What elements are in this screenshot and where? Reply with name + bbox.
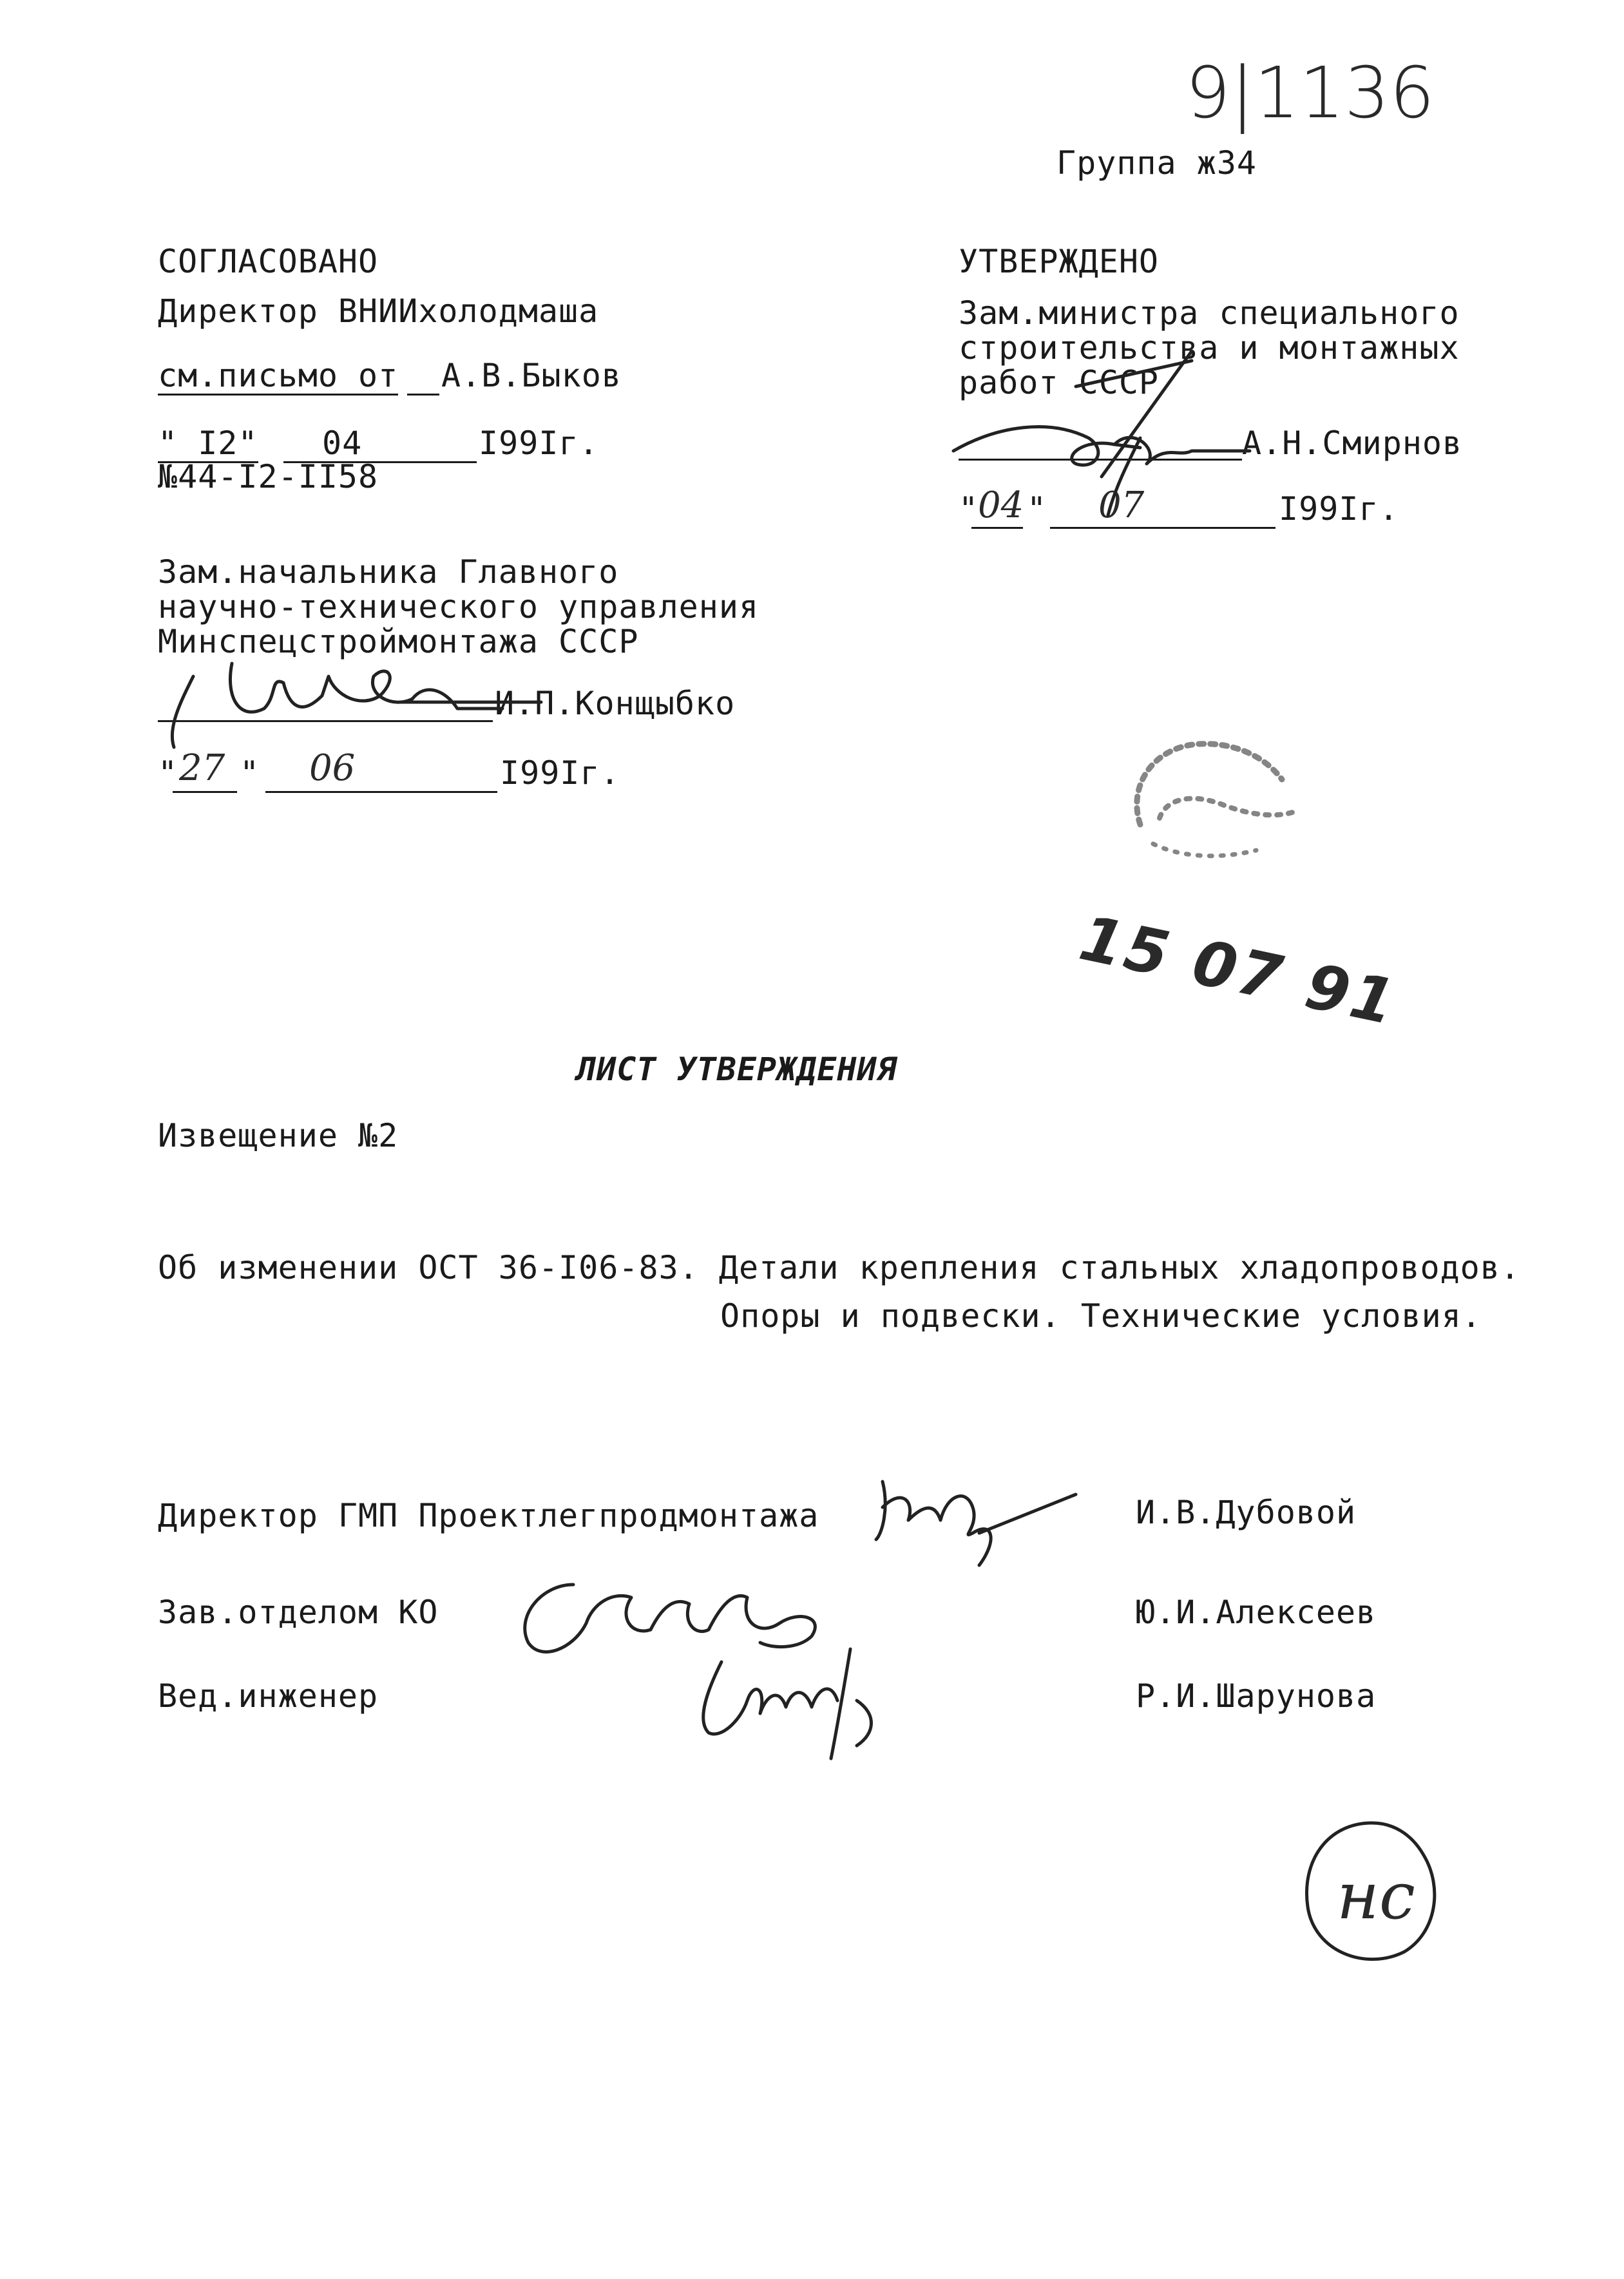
left-date-month: 04 — [322, 424, 363, 462]
corner-mark: нс — [1337, 1858, 1415, 1934]
archive-number: 9|1136 — [1185, 52, 1435, 134]
notice-number: Извещение №2 — [158, 1117, 399, 1154]
director-signature — [870, 1469, 1082, 1585]
right-position-line-3: работ СССР — [959, 364, 1160, 401]
group-code: Группа ж34 — [1056, 144, 1257, 182]
right-position-line-1: Зам.министра специального — [959, 294, 1460, 332]
approval-header-left: СОГЛАСОВАНО — [158, 243, 379, 280]
document-title: ЛИСТ УТВЕРЖДЕНИЯ — [577, 1051, 897, 1088]
letter-reference: см.письмо от — [158, 357, 399, 394]
deputy-head-signature — [155, 638, 554, 754]
signatory-role-3: Вед.инженер — [158, 1677, 379, 1715]
signatory-role-2: Зав.отделом КО — [158, 1594, 439, 1631]
left-signatory-name: А.В.Быков — [441, 357, 622, 394]
subject-line-1: Об изменении ОСТ 36-I06-83. Детали крепления стальных хладопроводов. — [158, 1249, 1520, 1286]
second-position-line-3: Минспецстроймонтажа СССР — [158, 623, 639, 660]
second-date-day: 27 — [179, 747, 225, 789]
right-position-line-2: строительства и монтажных — [959, 329, 1460, 367]
second-date-month: 06 — [309, 747, 356, 789]
right-date-quote-close: " — [1027, 490, 1047, 528]
right-date-day: 04 — [978, 484, 1024, 526]
left-date-year: I99Iг. — [479, 424, 599, 462]
letter-number: №44-I2-II58 — [158, 458, 379, 495]
right-date-quote-open: " — [959, 490, 979, 528]
signatory-name-1: И.В.Дубовой — [1136, 1494, 1357, 1531]
signatory-name-2: Ю.И.Алексеев — [1136, 1594, 1377, 1631]
left-date-day: " I2" — [158, 424, 258, 462]
subject-line-2: Опоры и подвески. Технические условия. — [720, 1297, 1482, 1335]
second-date-year: I99Iг. — [500, 754, 620, 792]
right-signatory-name: А.Н.Смирнов — [1242, 424, 1463, 462]
round-seal — [1114, 728, 1308, 876]
engineer-signature — [683, 1636, 889, 1765]
second-signatory-name: И.П.Конщыбко — [495, 685, 736, 722]
signatory-name-3: Р.И.Шарунова — [1136, 1677, 1377, 1715]
second-position-line-2: научно-технического управления — [158, 588, 759, 625]
second-date-quote-open: " — [158, 754, 178, 792]
minister-signature — [947, 348, 1256, 541]
left-position: Директор ВНИИхолодмаша — [158, 292, 599, 330]
second-date-quote-close: " — [240, 754, 260, 792]
signatory-role-1: Директор ГМП Проектлегпродмонтажа — [158, 1497, 819, 1534]
approval-header-right: УТВЕРЖДЕНО — [959, 243, 1160, 280]
received-date-stamp: 15 07 91 — [1073, 902, 1404, 1040]
second-position-line-1: Зам.начальника Главного — [158, 553, 619, 591]
right-date-year: I99Iг. — [1279, 490, 1399, 528]
right-date-month: 07 — [1098, 484, 1145, 526]
